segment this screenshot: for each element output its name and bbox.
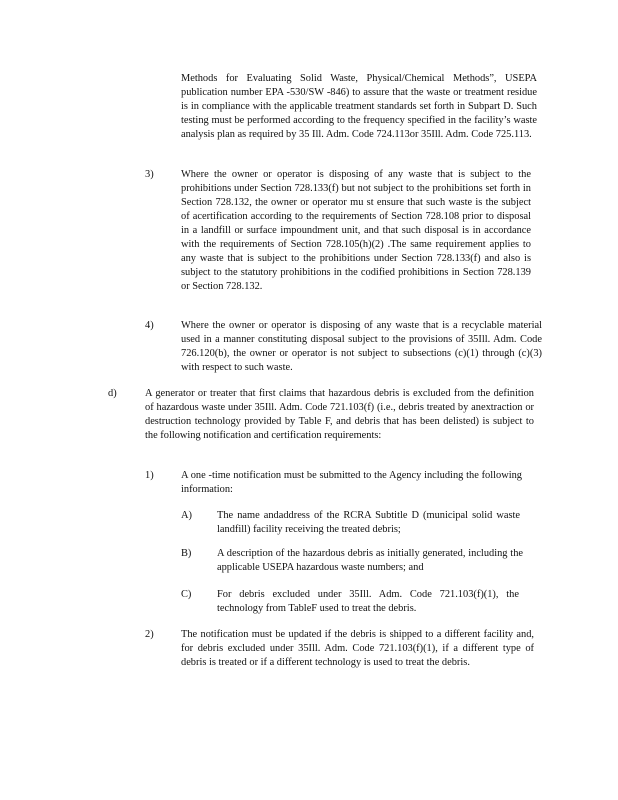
continuation-paragraph: Methods for Evaluating Solid Waste, Physical/Chemical Methods”, USEPA publication number EPA -530/SW -846) to assure that the waste or treatment residue is in compliance with the applicable treatment standards set forth in Subpart D. Such testing must be performed according to the frequency specified in the facility’s waste analysis plan as required by 35 Ill. Adm. Code 724.113or 35Ill. Adm. Code 725.113. xyxy=(181,73,537,140)
item-d-text: A generator or treater that first claims that hazardous debris is excluded from the definition of hazardous waste under 35Ill. Adm. Code 721.103(f) (i.e., debris treated by anextraction or destruction technology provided by Table F, and debris that has been delisted) is subject to the following notification and certification requirements: xyxy=(145,388,534,441)
item-3-text: Where the owner or operator is disposing of any waste that is subject to the prohibitions under Section 728.133(f) but not subject to the prohibitions set forth in Section 728.132, the owner or operator mu st ensure that such waste is the subject of acertification according to the requirements of Section 728.108 prior to disposal in a landfill or surface impoundment unit, and that such disposal is in accordance with the requirements of Section 728.105(h)(2) .The same requirement applies to any waste that is subject to the prohibitions under Section 728.133(f) and also is subject to the statutory prohibitions in the codified prohibitions in Section 728.139 or Section 728.132. xyxy=(181,169,531,292)
item-a-text: The name andaddress of the RCRA Subtitle D (municipal solid waste landfill) facility receiving the treated debris; xyxy=(217,510,520,535)
item-d2-text: The notification must be updated if the debris is shipped to a different facility and, for debris excluded under 35Ill. Adm. Code 721.103(f)(1), if a different type of debris is treated or if a different technology is used to treat the debris. xyxy=(181,629,534,668)
item-3-label: 3) xyxy=(145,169,154,180)
item-d2-label: 2) xyxy=(145,629,154,640)
item-d-label: d) xyxy=(108,388,117,399)
item-d1-text: A one -time notification must be submitted to the Agency including the following information: xyxy=(181,470,522,495)
item-c-label: C) xyxy=(181,589,192,600)
item-c-text: For debris excluded under 35Ill. Adm. Code 721.103(f)(1), the technology from TableF used to treat the debris. xyxy=(217,589,519,614)
item-4-label: 4) xyxy=(145,320,154,331)
item-a-label: A) xyxy=(181,510,192,521)
item-b-label: B) xyxy=(181,548,192,559)
item-4-text: Where the owner or operator is disposing of any waste that is a recyclable material used in a manner constituting disposal subject to the provisions of 35Ill. Adm. Code 726.120(b), the owner or operator is not subject to subsections (c)(1) through (c)(3) with respect to such waste. xyxy=(181,320,542,373)
item-b-text: A description of the hazardous debris as initially generated, including the applicable USEPA hazardous waste numbers; and xyxy=(217,548,523,573)
item-d1-label: 1) xyxy=(145,470,154,481)
